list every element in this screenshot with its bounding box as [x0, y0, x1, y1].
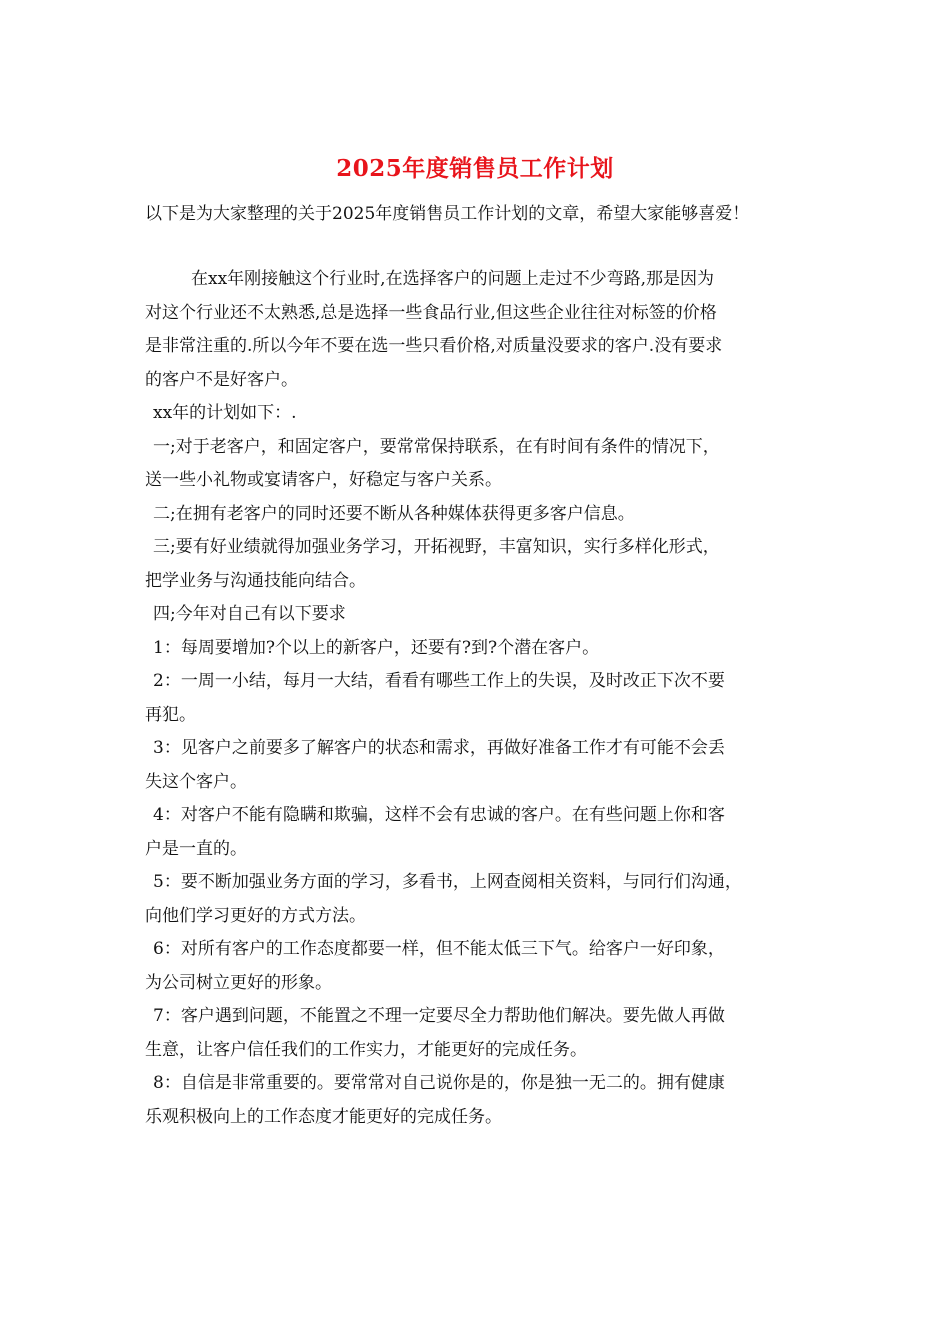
list-item-line: 送一些小礼物或宴请客户，好稳定与客户关系。 — [145, 470, 502, 490]
list-item-line: 4：对客户不能有隐瞒和欺骗，这样不会有忠诚的客户。在有些问题上你和客 — [153, 805, 725, 825]
section-heading: xx年的计划如下：. — [153, 403, 297, 423]
list-item-line: 为公司树立更好的形象。 — [145, 972, 332, 993]
list-item-line: 2：一周一小结，每月一大结，看看有哪些工作上的失误，及时改正下次不要 — [153, 671, 725, 691]
list-item-line: 再犯。 — [145, 704, 196, 725]
list-item-line: 生意，让客户信任我们的工作实力，才能更好的完成任务。 — [145, 1039, 587, 1060]
list-item-line: 三;要有好业绩就得加强业务学习，开拓视野，丰富知识，实行多样化形式， — [153, 537, 720, 557]
intro-paragraph: 以下是为大家整理的关于2025年度销售员工作计划的文章，希望大家能够喜爱！ — [145, 204, 750, 224]
list-item-line: 向他们学习更好的方式方法。 — [145, 905, 366, 926]
paragraph-line: 在xx年刚接触这个行业时,在选择客户的问题上走过不少弯路,那是因为 — [191, 269, 714, 289]
paragraph-line: 对这个行业还不太熟悉,总是选择一些食品行业,但这些企业往往对标签的价格 — [145, 302, 717, 323]
list-item-line: 一;对于老客户，和固定客户，要常常保持联系，在有时间有条件的情况下， — [153, 436, 720, 457]
list-item-line: 6：对所有客户的工作态度都要一样，但不能太低三下气。给客户一好印象， — [153, 939, 725, 959]
list-item-line: 3：见客户之前要多了解客户的状态和需求，再做好准备工作才有可能不会丢 — [153, 738, 725, 758]
list-item-line: 8：自信是非常重要的。要常常对自己说你是的，你是独一无二的。拥有健康 — [153, 1073, 725, 1093]
list-item-line: 乐观积极向上的工作态度才能更好的完成任务。 — [145, 1106, 502, 1127]
list-item-line: 二;在拥有老客户的同时还要不断从各种媒体获得更多客户信息。 — [153, 503, 635, 524]
list-item-line: 把学业务与沟通技能向结合。 — [145, 570, 366, 591]
document-body — [145, 263, 825, 1134]
document-title: 2025年度销售员工作计划 — [336, 155, 614, 182]
list-item-line: 失这个客户。 — [145, 771, 247, 792]
list-item-line: 四;今年对自己有以下要求 — [153, 604, 346, 624]
list-item-line: 户是一直的。 — [145, 838, 247, 859]
list-item-line: 1：每周要增加?个以上的新客户，还要有?到?个潜在客户。 — [153, 637, 600, 658]
list-item-line: 7：客户遇到问题，不能置之不理一定要尽全力帮助他们解决。要先做人再做 — [153, 1006, 725, 1026]
paragraph-line: 的客户不是好客户。 — [145, 369, 298, 390]
list-item-line: 5：要不断加强业务方面的学习，多看书，上网查阅相关资料，与同行们沟通， — [153, 872, 742, 892]
paragraph-line: 是非常注重的.所以今年不要在选一些只看价格,对质量没要求的客户.没有要求 — [145, 336, 723, 356]
